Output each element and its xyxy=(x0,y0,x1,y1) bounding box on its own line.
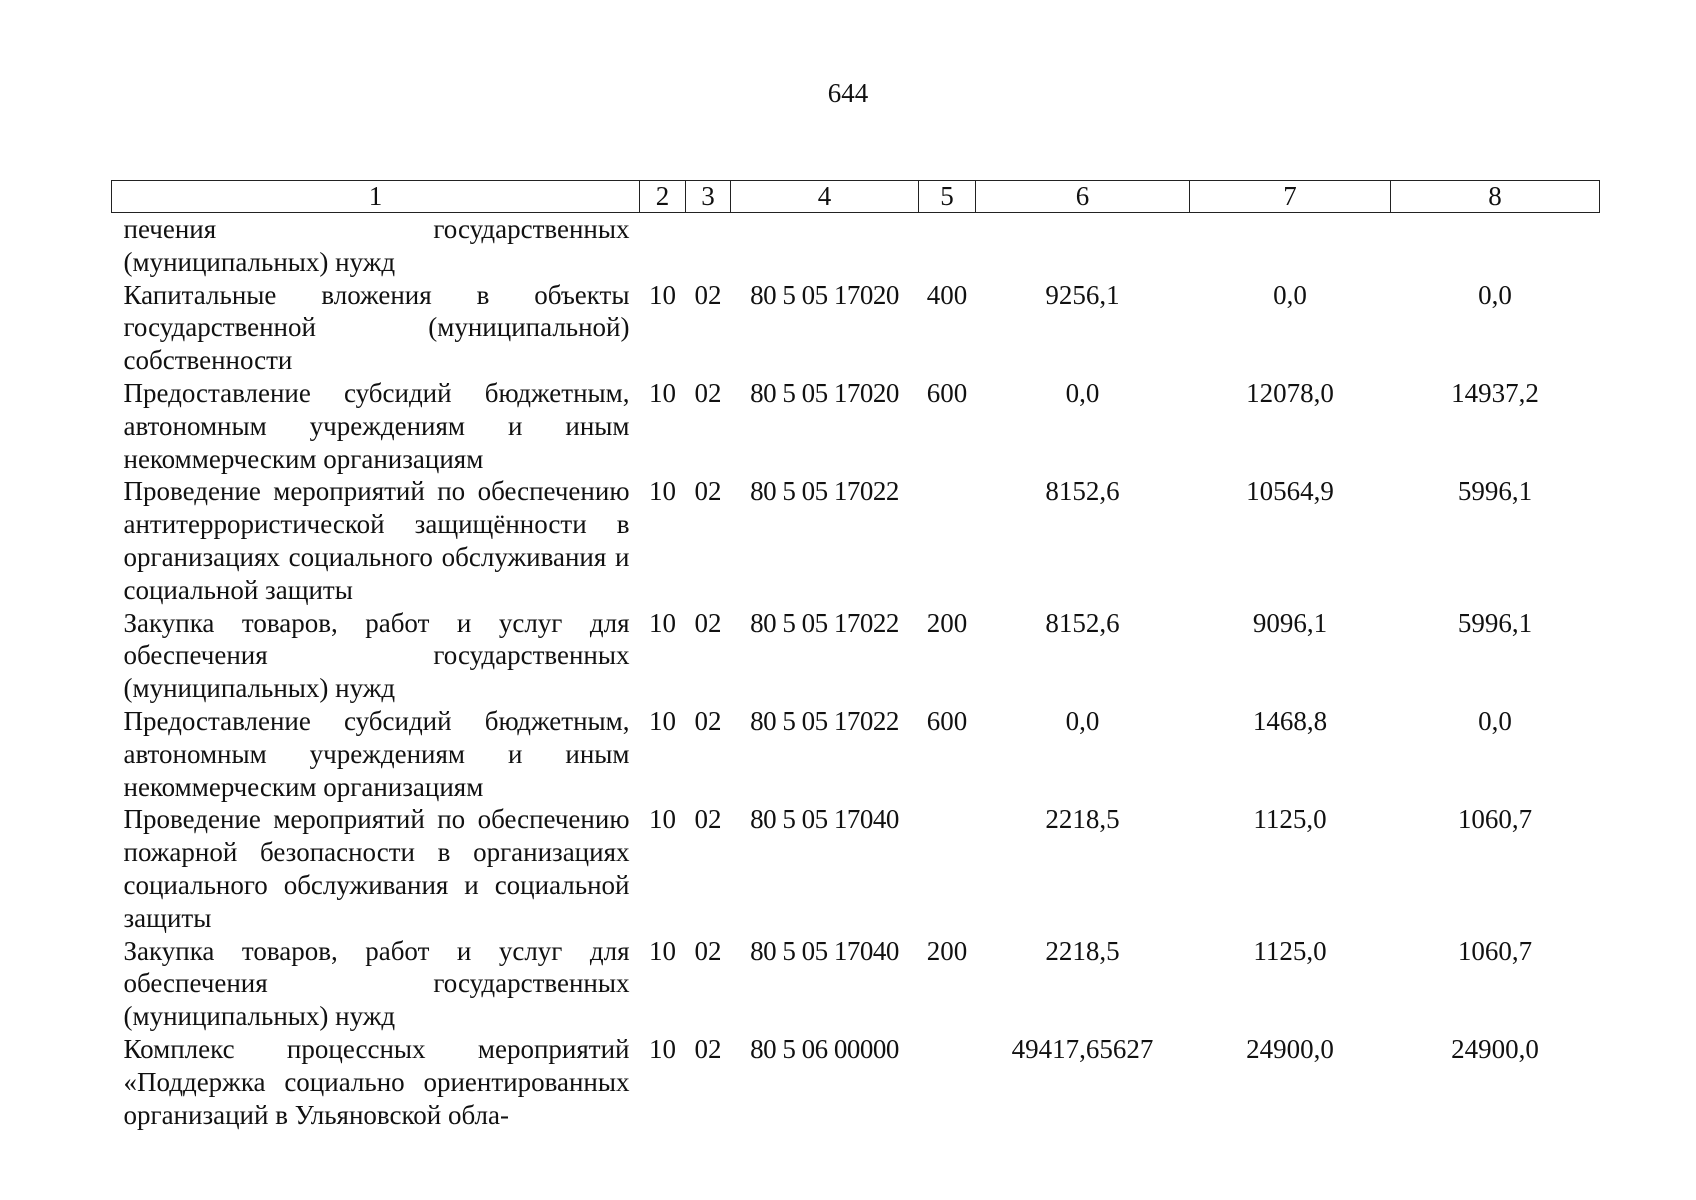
row-expense-type: 400 xyxy=(926,279,968,310)
header-row xyxy=(112,181,1600,213)
row-amount-col7: 24900,0 xyxy=(1246,1033,1334,1064)
row-subsection: 02 xyxy=(694,607,722,638)
row-amount-col7: 1125,0 xyxy=(1253,804,1327,835)
row-amount-col6: 2218,5 xyxy=(1045,804,1120,835)
row-description: Проведение мероприятий по обеспечению пожарной безопасности в организациях социального обслуживания и социальной защиты xyxy=(123,804,630,933)
row-expense-type xyxy=(919,1033,976,1131)
row-section: 10 xyxy=(649,377,676,408)
row-amount-col7 xyxy=(1190,213,1391,279)
row-amount-col7: 9096,1 xyxy=(1252,607,1328,638)
row-section: 10 xyxy=(649,1033,676,1064)
row-amount-col7: 1468,8 xyxy=(1252,705,1328,736)
table-body xyxy=(112,213,1600,1132)
budget-table xyxy=(111,180,1600,1131)
table-row xyxy=(112,1033,1600,1131)
row-description: печения государственных (муниципальных) нужд xyxy=(123,214,630,277)
row-description: Комплекс процессных мероприятий «Поддержка социально ориентированных организаций в Ульяновской обла- xyxy=(123,1033,630,1130)
row-subsection: 02 xyxy=(694,804,722,835)
row-amount-col8: 24900,0 xyxy=(1451,1033,1539,1064)
row-amount-col6: 49417,65627 xyxy=(1011,1033,1154,1064)
table-row xyxy=(112,279,1600,377)
row-expense-type xyxy=(919,213,976,279)
table-row xyxy=(112,213,1600,279)
row-section xyxy=(640,213,686,279)
table-row xyxy=(112,607,1600,705)
row-expense-type: 600 xyxy=(926,705,968,736)
header-col-1: 1 xyxy=(112,181,640,213)
row-description: Предоставление субсидий бюджетным, автономным учреждениям и иным некоммерческим организациям xyxy=(123,705,630,802)
row-amount-col8: 0,0 xyxy=(1478,705,1512,736)
row-amount-col7: 12078,0 xyxy=(1246,377,1334,408)
row-description: Капитальные вложения в объекты государственной (муниципальной) собственности xyxy=(123,279,630,376)
row-amount-col6: 0,0 xyxy=(1065,705,1100,736)
row-amount-col8: 5996,1 xyxy=(1457,607,1533,638)
row-section: 10 xyxy=(649,705,676,736)
row-description: Закупка товаров, работ и услуг для обеспечения государственных (муниципальных) нужд xyxy=(123,607,630,704)
row-amount-col8 xyxy=(1391,213,1600,279)
row-expense-type: 600 xyxy=(926,377,968,408)
row-target-code: 80 5 05 17022 xyxy=(750,476,899,507)
row-subsection: 02 xyxy=(694,476,722,507)
page-number: 644 xyxy=(827,78,869,108)
row-expense-type xyxy=(919,803,976,934)
header-col-7: 7 xyxy=(1190,181,1391,213)
row-section: 10 xyxy=(649,607,676,638)
table-row xyxy=(112,475,1600,606)
header-col-5: 5 xyxy=(919,181,976,213)
row-target-code xyxy=(731,213,919,279)
table-row xyxy=(112,803,1600,934)
row-description: Закупка товаров, работ и услуг для обеспечения государственных (муниципальных) нужд xyxy=(123,935,630,1032)
row-amount-col6: 0,0 xyxy=(1065,377,1100,408)
header-col-2: 2 xyxy=(640,181,686,213)
row-amount-col7: 10564,9 xyxy=(1246,476,1334,507)
row-subsection: 02 xyxy=(694,935,722,966)
row-section: 10 xyxy=(649,279,676,310)
row-target-code: 80 5 05 17020 xyxy=(750,279,899,310)
row-target-code: 80 5 05 17020 xyxy=(750,377,899,408)
row-amount-col8: 14937,2 xyxy=(1451,377,1539,408)
table-header xyxy=(112,181,1600,213)
row-amount-col8: 1060,7 xyxy=(1457,935,1533,966)
row-expense-type: 200 xyxy=(926,935,968,966)
row-target-code: 80 5 05 17022 xyxy=(750,705,899,736)
row-section: 10 xyxy=(649,476,676,507)
row-amount-col7: 1125,0 xyxy=(1253,935,1327,966)
row-amount-col6 xyxy=(976,213,1190,279)
row-amount-col8: 0,0 xyxy=(1478,279,1512,310)
row-amount-col8: 5996,1 xyxy=(1457,476,1533,507)
row-amount-col6: 9256,1 xyxy=(1045,279,1120,310)
row-section: 10 xyxy=(649,935,676,966)
table-row xyxy=(112,377,1600,475)
row-subsection: 02 xyxy=(694,279,722,310)
row-subsection: 02 xyxy=(694,377,722,408)
table-row xyxy=(112,705,1600,803)
row-subsection: 02 xyxy=(694,705,722,736)
header-col-3: 3 xyxy=(686,181,731,213)
row-amount-col7: 0,0 xyxy=(1273,279,1307,310)
row-expense-type: 200 xyxy=(926,607,968,638)
row-target-code: 80 5 05 17040 xyxy=(750,804,899,835)
row-expense-type xyxy=(919,475,976,606)
row-amount-col6: 2218,5 xyxy=(1045,935,1120,966)
row-subsection xyxy=(686,213,731,279)
row-subsection: 02 xyxy=(694,1033,722,1064)
row-amount-col6: 8152,6 xyxy=(1045,476,1120,507)
header-col-8: 8 xyxy=(1391,181,1600,213)
row-description: Проведение мероприятий по обеспечению антитеррористической защищённости в организациях социального обслуживания и социальной защиты xyxy=(123,476,630,605)
header-col-6: 6 xyxy=(976,181,1190,213)
row-section: 10 xyxy=(649,804,676,835)
header-col-4: 4 xyxy=(731,181,919,213)
row-description: Предоставление субсидий бюджетным, автономным учреждениям и иным некоммерческим организациям xyxy=(123,377,630,474)
row-target-code: 80 5 05 17040 xyxy=(750,935,899,966)
row-target-code: 80 5 05 17022 xyxy=(750,607,899,638)
table-row xyxy=(112,935,1600,1033)
row-amount-col6: 8152,6 xyxy=(1045,607,1120,638)
row-amount-col8: 1060,7 xyxy=(1457,804,1533,835)
row-target-code: 80 5 06 00000 xyxy=(750,1033,899,1064)
